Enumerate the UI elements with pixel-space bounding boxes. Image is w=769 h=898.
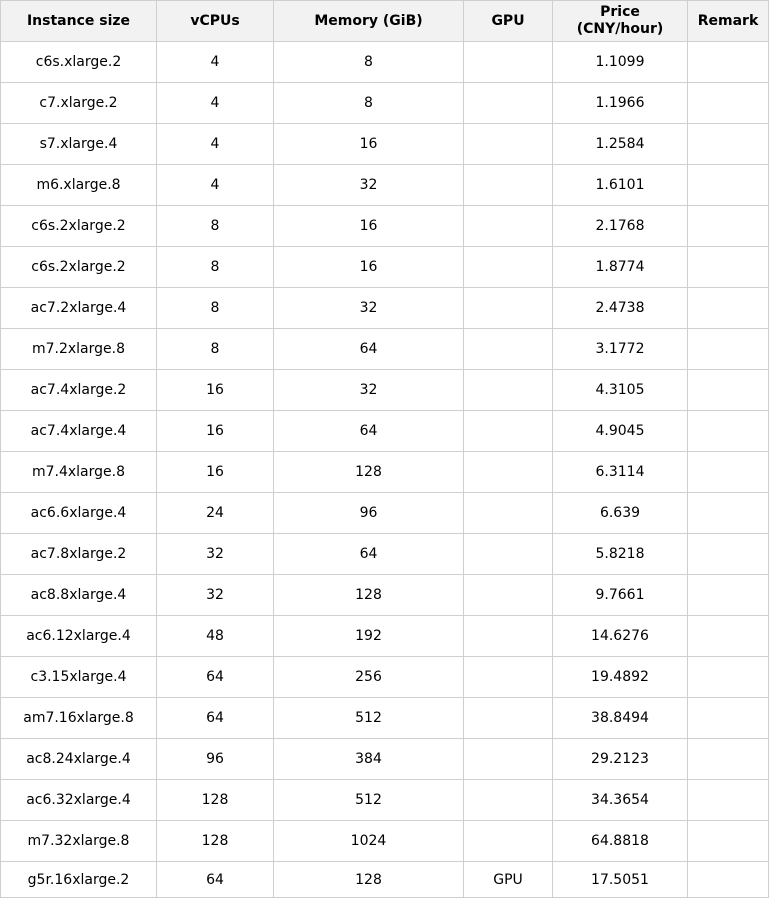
- cell-price: 14.6276: [553, 616, 688, 657]
- cell-vcpus: 8: [157, 329, 274, 370]
- cell-remark: [688, 329, 769, 370]
- cell-remark: [688, 452, 769, 493]
- cell-gpu: [464, 739, 553, 780]
- cell-remark: [688, 124, 769, 165]
- table-row: [1, 575, 769, 616]
- header-price-line1: Price: [600, 4, 640, 20]
- cell-vcpus: 16: [157, 411, 274, 452]
- cell-remark: [688, 657, 769, 698]
- table-row: [1, 780, 769, 821]
- table-row: [1, 616, 769, 657]
- cell-price: 4.3105: [553, 370, 688, 411]
- cell-vcpus: 64: [157, 698, 274, 739]
- table-row: [1, 862, 769, 898]
- cell-remark: [688, 288, 769, 329]
- cell-gpu: [464, 616, 553, 657]
- cell-instance-size: ac7.2xlarge.4: [1, 288, 157, 329]
- cell-price: 1.1099: [553, 42, 688, 83]
- cell-instance-size: m6.xlarge.8: [1, 165, 157, 206]
- header-instance-size: Instance size: [1, 1, 157, 42]
- cell-remark: [688, 821, 769, 862]
- cell-vcpus: 24: [157, 493, 274, 534]
- cell-instance-size: ac6.32xlarge.4: [1, 780, 157, 821]
- cell-memory: 32: [274, 288, 464, 329]
- cell-price: 29.2123: [553, 739, 688, 780]
- cell-remark: [688, 206, 769, 247]
- cell-memory: 128: [274, 452, 464, 493]
- cell-gpu: [464, 698, 553, 739]
- cell-memory: 8: [274, 42, 464, 83]
- cell-price: 6.639: [553, 493, 688, 534]
- table-row: [1, 698, 769, 739]
- cell-instance-size: s7.xlarge.4: [1, 124, 157, 165]
- cell-gpu: [464, 206, 553, 247]
- cell-memory: 1024: [274, 821, 464, 862]
- cell-remark: [688, 575, 769, 616]
- cell-vcpus: 128: [157, 821, 274, 862]
- table-body: [1, 42, 769, 898]
- cell-memory: 128: [274, 862, 464, 898]
- cell-price: 6.3114: [553, 452, 688, 493]
- cell-instance-size: ac6.6xlarge.4: [1, 493, 157, 534]
- cell-vcpus: 16: [157, 452, 274, 493]
- cell-memory: 96: [274, 493, 464, 534]
- cell-memory: 64: [274, 411, 464, 452]
- cell-gpu: [464, 42, 553, 83]
- cell-price: 1.2584: [553, 124, 688, 165]
- cell-memory: 16: [274, 206, 464, 247]
- cell-instance-size: c3.15xlarge.4: [1, 657, 157, 698]
- cell-gpu: [464, 452, 553, 493]
- cell-gpu: [464, 124, 553, 165]
- table-row: [1, 247, 769, 288]
- cell-remark: [688, 493, 769, 534]
- cell-vcpus: 96: [157, 739, 274, 780]
- cell-remark: [688, 411, 769, 452]
- cell-instance-size: am7.16xlarge.8: [1, 698, 157, 739]
- cell-vcpus: 128: [157, 780, 274, 821]
- cell-gpu: [464, 821, 553, 862]
- table-row: [1, 534, 769, 575]
- header-memory: Memory (GiB): [274, 1, 464, 42]
- cell-price: 19.4892: [553, 657, 688, 698]
- cell-memory: 64: [274, 329, 464, 370]
- cell-price: 1.1966: [553, 83, 688, 124]
- header-remark: Remark: [688, 1, 769, 42]
- cell-vcpus: 4: [157, 165, 274, 206]
- cell-price: 9.7661: [553, 575, 688, 616]
- cell-remark: [688, 862, 769, 898]
- cell-vcpus: 4: [157, 83, 274, 124]
- table-row: [1, 288, 769, 329]
- table-row: [1, 657, 769, 698]
- cell-price: 64.8818: [553, 821, 688, 862]
- cell-gpu: [464, 288, 553, 329]
- table-row: [1, 329, 769, 370]
- cell-price: 2.1768: [553, 206, 688, 247]
- cell-vcpus: 48: [157, 616, 274, 657]
- cell-vcpus: 16: [157, 370, 274, 411]
- cell-memory: 32: [274, 165, 464, 206]
- header-gpu: GPU: [464, 1, 553, 42]
- cell-remark: [688, 698, 769, 739]
- cell-gpu: [464, 411, 553, 452]
- cell-memory: 8: [274, 83, 464, 124]
- cell-remark: [688, 83, 769, 124]
- cell-instance-size: ac6.12xlarge.4: [1, 616, 157, 657]
- table-row: [1, 83, 769, 124]
- cell-vcpus: 32: [157, 534, 274, 575]
- cell-gpu: [464, 83, 553, 124]
- cell-instance-size: ac7.4xlarge.4: [1, 411, 157, 452]
- table-row: [1, 493, 769, 534]
- cell-price: 38.8494: [553, 698, 688, 739]
- cell-vcpus: 64: [157, 657, 274, 698]
- cell-instance-size: m7.32xlarge.8: [1, 821, 157, 862]
- cell-instance-size: ac7.4xlarge.2: [1, 370, 157, 411]
- cell-instance-size: m7.4xlarge.8: [1, 452, 157, 493]
- cell-memory: 128: [274, 575, 464, 616]
- table-row: [1, 42, 769, 83]
- cell-remark: [688, 247, 769, 288]
- cell-price: 4.9045: [553, 411, 688, 452]
- cell-memory: 192: [274, 616, 464, 657]
- cell-price: 3.1772: [553, 329, 688, 370]
- cell-price: 17.5051: [553, 862, 688, 898]
- cell-memory: 64: [274, 534, 464, 575]
- cell-vcpus: 8: [157, 288, 274, 329]
- cell-instance-size: ac7.8xlarge.2: [1, 534, 157, 575]
- cell-memory: 16: [274, 247, 464, 288]
- cell-vcpus: 8: [157, 247, 274, 288]
- cell-gpu: [464, 247, 553, 288]
- table-row: [1, 124, 769, 165]
- cell-remark: [688, 534, 769, 575]
- cell-remark: [688, 165, 769, 206]
- cell-remark: [688, 370, 769, 411]
- cell-remark: [688, 616, 769, 657]
- cell-instance-size: ac8.8xlarge.4: [1, 575, 157, 616]
- table-row: [1, 411, 769, 452]
- cell-gpu: [464, 780, 553, 821]
- cell-gpu: [464, 370, 553, 411]
- cell-gpu: [464, 329, 553, 370]
- cell-memory: 256: [274, 657, 464, 698]
- cell-instance-size: c6s.xlarge.2: [1, 42, 157, 83]
- table-row: [1, 370, 769, 411]
- header-price-line2: (CNY/hour): [576, 21, 664, 37]
- cell-instance-size: c6s.2xlarge.2: [1, 206, 157, 247]
- header-row: [1, 1, 769, 42]
- cell-gpu: [464, 165, 553, 206]
- cell-vcpus: 64: [157, 862, 274, 898]
- table-row: [1, 821, 769, 862]
- table-row: [1, 739, 769, 780]
- cell-gpu: GPU: [464, 862, 553, 898]
- table-row: [1, 452, 769, 493]
- cell-price: 1.8774: [553, 247, 688, 288]
- cell-gpu: [464, 534, 553, 575]
- cell-gpu: [464, 575, 553, 616]
- cell-price: 1.6101: [553, 165, 688, 206]
- cell-vcpus: 4: [157, 42, 274, 83]
- cell-gpu: [464, 657, 553, 698]
- cell-gpu: [464, 493, 553, 534]
- cell-memory: 384: [274, 739, 464, 780]
- cell-vcpus: 32: [157, 575, 274, 616]
- cell-remark: [688, 739, 769, 780]
- cell-price: 5.8218: [553, 534, 688, 575]
- header-vcpus: vCPUs: [157, 1, 274, 42]
- cell-price: 2.4738: [553, 288, 688, 329]
- cell-memory: 32: [274, 370, 464, 411]
- cell-instance-size: g5r.16xlarge.2: [1, 862, 157, 898]
- cell-instance-size: ac8.24xlarge.4: [1, 739, 157, 780]
- cell-instance-size: m7.2xlarge.8: [1, 329, 157, 370]
- header-price: [553, 1, 688, 42]
- cell-vcpus: 8: [157, 206, 274, 247]
- cell-remark: [688, 42, 769, 83]
- cell-memory: 16: [274, 124, 464, 165]
- cell-instance-size: c7.xlarge.2: [1, 83, 157, 124]
- cell-remark: [688, 780, 769, 821]
- cell-price: 34.3654: [553, 780, 688, 821]
- cell-instance-size: c6s.2xlarge.2: [1, 247, 157, 288]
- cell-memory: 512: [274, 780, 464, 821]
- table-row: [1, 206, 769, 247]
- table-row: [1, 165, 769, 206]
- cell-memory: 512: [274, 698, 464, 739]
- cell-vcpus: 4: [157, 124, 274, 165]
